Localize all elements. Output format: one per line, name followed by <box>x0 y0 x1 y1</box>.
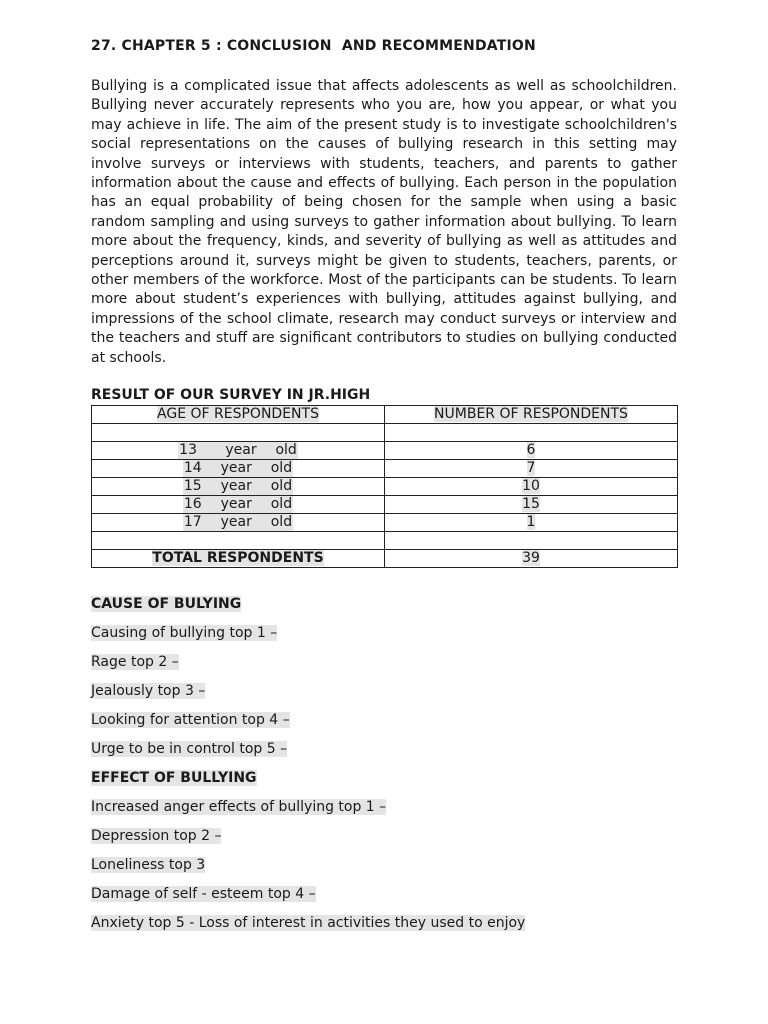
age-cell: 17 year old <box>183 514 293 530</box>
age-cell: 13 year old <box>179 442 297 458</box>
count-cell: 15 <box>522 496 540 512</box>
list-item: Looking for attention top 4 – <box>91 712 290 728</box>
table-total-row <box>92 550 678 568</box>
age-cell: 14 year old <box>183 460 293 476</box>
list-item: Rage top 2 – <box>91 654 179 670</box>
table-header-row <box>92 406 678 424</box>
table-empty-row <box>92 532 678 550</box>
list-item: Depression top 2 – <box>91 828 222 844</box>
table-row <box>92 460 678 478</box>
effect-heading: EFFECT OF BULLYING <box>91 770 257 786</box>
list-item: Urge to be in control top 5 – <box>91 741 288 757</box>
count-cell: 7 <box>526 460 536 476</box>
table-row <box>92 442 678 460</box>
count-cell: 6 <box>526 442 536 458</box>
chapter-title: 27. CHAPTER 5 : CONCLUSION AND RECOMMENDATION <box>91 38 536 54</box>
total-value: 39 <box>522 550 540 566</box>
cause-heading: CAUSE OF BULYING <box>91 596 242 612</box>
table-row <box>92 478 678 496</box>
age-cell: 15 year old <box>183 478 293 494</box>
total-label: TOTAL RESPONDENTS <box>152 550 324 566</box>
list-item: Anxiety top 5 - Loss of interest in activities they used to enjoy <box>91 915 526 931</box>
table-row <box>92 514 678 532</box>
list-item: Damage of self - esteem top 4 – <box>91 886 316 902</box>
list-item: Increased anger effects of bullying top 1 – <box>91 799 387 815</box>
count-cell: 1 <box>526 514 536 530</box>
list-item: Loneliness top 3 <box>91 857 206 873</box>
conclusion-paragraph: Bullying is a complicated issue that affects adolescents as well as schoolchildren. Bullying never accurately represents who you are, how you appear, or what you may achieve in life. The aim of the present study is to investigate schoolchildren's social representations on the causes of bullying research in this setting may involve surveys or interviews with students, teachers, and parents to gather information about the cause and effects of bullying. Each person in the population has an equal probability of being chosen for the sample when using a basic random sampling and using surveys to gather information about bullying. To learn more about the frequency, kinds, and severity of bullying as well as attitudes and perceptions around it, surveys might be given to students, teachers, parents, or other members of the workforce. Most of the participants can be students. To learn more about student’s experiences with bullying, attitudes against bullying, and impressions of the school climate, research may conduct surveys or interview and the teachers and stuff are significant contributors to studies on bullying conducted at schools. <box>91 78 677 366</box>
survey-table <box>91 405 678 568</box>
count-cell: 10 <box>522 478 540 494</box>
table-row <box>92 496 678 514</box>
age-cell: 16 year old <box>183 496 293 512</box>
list-item: Causing of bullying top 1 – <box>91 625 278 641</box>
list-item: Jealously top 3 – <box>91 683 206 699</box>
header-count: NUMBER OF RESPONDENTS <box>385 406 678 424</box>
table-empty-row <box>92 424 678 442</box>
survey-title: RESULT OF OUR SURVEY IN JR.HIGH <box>91 387 371 403</box>
header-age: AGE OF RESPONDENTS <box>92 406 385 424</box>
